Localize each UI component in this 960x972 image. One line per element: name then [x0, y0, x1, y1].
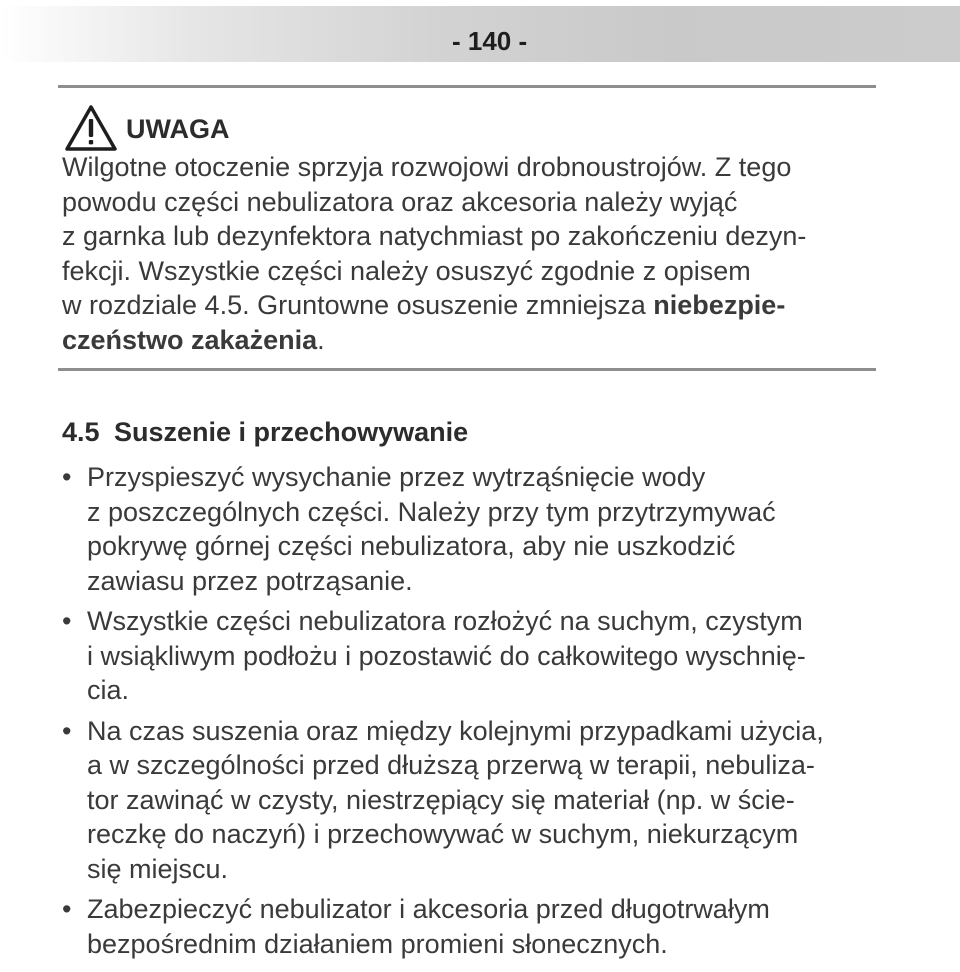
list-item-line: Zabezpieczyć nebulizator i akcesoria przed długotrwałym	[87, 894, 770, 924]
warning-title: UWAGA	[126, 114, 230, 144]
bullet-icon: •	[62, 894, 72, 924]
warning-text	[62, 150, 892, 357]
warning-line	[62, 288, 892, 323]
list-item-line: i wsiąkliwym podłożu i pozostawić do całkowitego wyschnię-	[87, 640, 806, 671]
warning-emphasis: czeństwo zakażenia	[62, 324, 318, 355]
list-item-line: z poszczególnych części. Należy przy tym przytrzymywać	[87, 496, 776, 527]
warning-line-text: w rozdziale 4.5. Gruntowne osuszenie zmniejsza	[62, 290, 654, 320]
section-title: Suszenie i przechowywanie	[114, 417, 469, 447]
warning-emphasis: niebezpie-	[653, 290, 786, 320]
list-item-line: a w szczególności przed dłuższą przerwą w terapii, nebuliza-	[87, 750, 815, 780]
list-item-line: tor zawinąć w czysty, niestrzępiący się materiał (np. w ście-	[87, 784, 795, 815]
list-item	[62, 604, 892, 708]
warning-line: fekcji. Wszystkie części należy osuszyć zgodnie z opisem	[62, 255, 751, 286]
warning-line: Wilgotne otoczenie sprzyja rozwojowi drobnoustrojów. Z tego	[62, 152, 792, 182]
warning-top-rule	[58, 85, 876, 88]
warning-line-text: .	[317, 324, 325, 355]
bullet-icon: •	[62, 606, 72, 636]
list-item	[62, 714, 892, 887]
list-item-line: Przyspieszyć wysychanie przez wytrząśnięcie wody	[87, 462, 706, 492]
list-item-line: się miejscu.	[87, 853, 229, 884]
list-item-line: bezpośrednim działaniem promieni słonecznych.	[87, 928, 668, 959]
bullet-icon: •	[62, 462, 72, 492]
list-item-line: pokrywę górnej części nebulizatora, aby nie uszkodzić	[87, 531, 736, 561]
section-number: 4.5	[62, 417, 100, 447]
warning-line: z garnka lub dezynfektora natychmiast po zakończeniu dezyn-	[62, 221, 807, 251]
list-item-line: zawiasu przez potrząsanie.	[87, 565, 413, 596]
list-item-line: Na czas suszenia oraz między kolejnymi przypadkami użycia,	[87, 715, 824, 746]
instructions-list	[62, 460, 892, 967]
section-heading	[62, 416, 468, 448]
list-item-line: Wszystkie części nebulizatora rozłożyć na suchym, czystym	[87, 606, 803, 636]
list-item	[62, 460, 892, 598]
warning-line: powodu części nebulizatora oraz akcesoria należy wyjąć	[62, 186, 738, 217]
list-item-line: reczkę do naczyń) i przechowywać w suchym, niekurzącym	[87, 819, 799, 849]
bullet-icon: •	[62, 715, 72, 746]
warning-line	[62, 323, 892, 358]
warning-bottom-rule	[58, 368, 876, 371]
warning-triangle-icon	[64, 104, 118, 152]
page-number: - 140 -	[452, 26, 528, 56]
list-item-line: cia.	[87, 675, 130, 705]
list-item	[62, 892, 892, 961]
